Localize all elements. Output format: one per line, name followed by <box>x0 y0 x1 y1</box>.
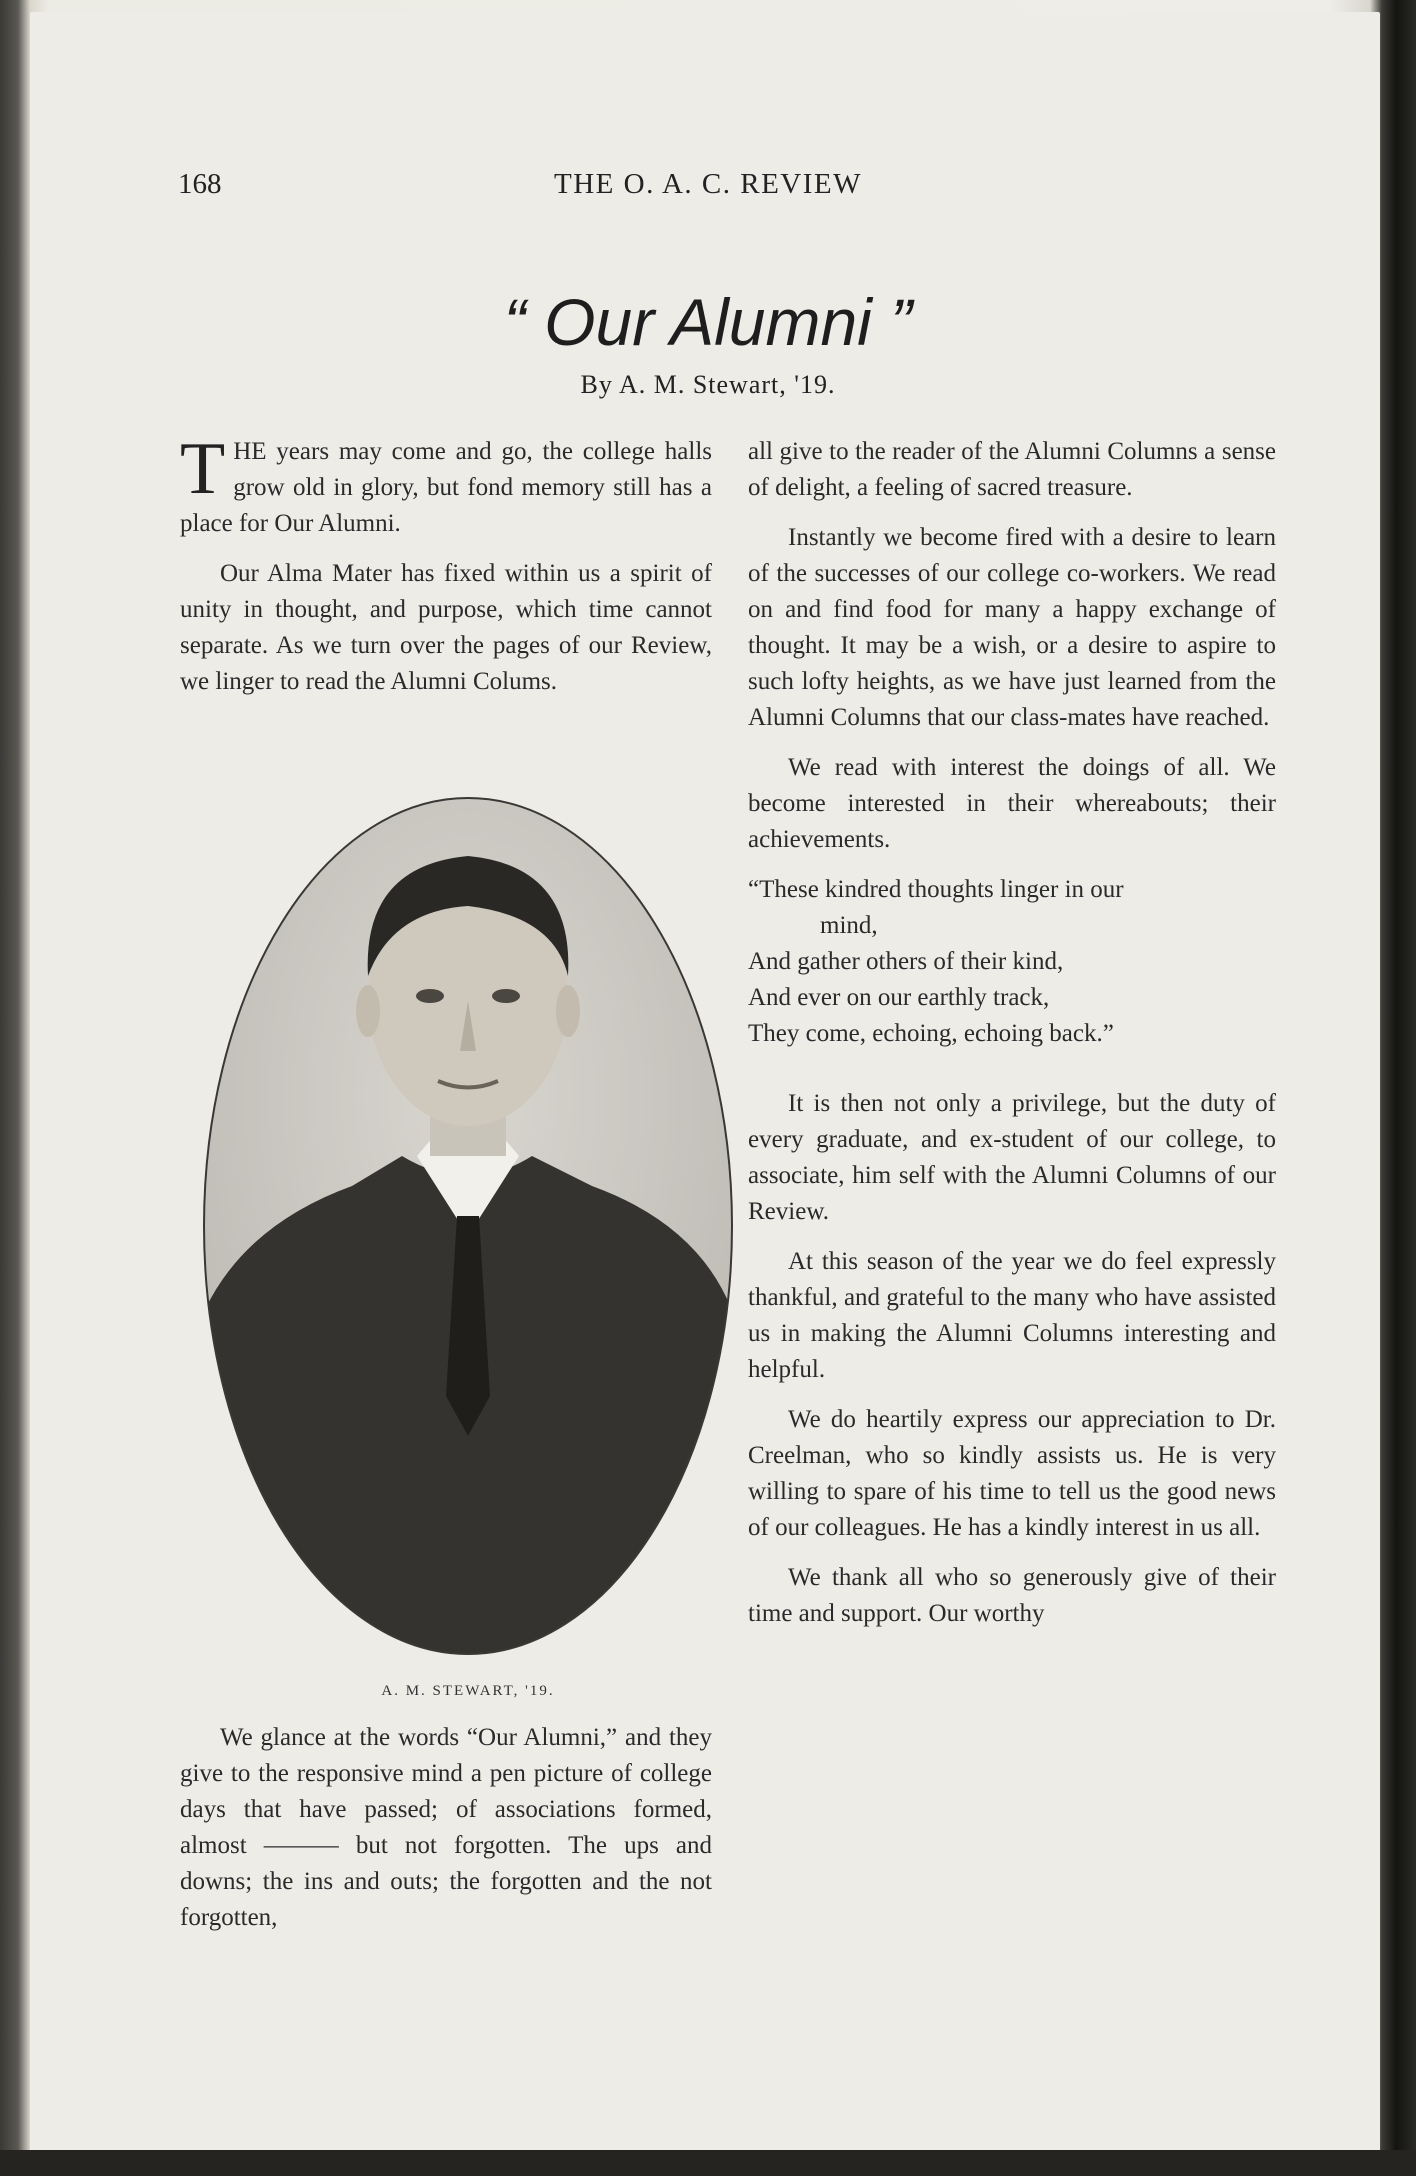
left-column-top <box>180 428 712 714</box>
drop-cap: T <box>180 428 226 510</box>
paragraph-intro-text: HE years may come and go, the college halls grow old in glory, but fond memory still has a place for Our Alumni. <box>180 438 712 537</box>
paragraph: Instantly we become fired with a desire to learn of the successes of our college co-workers. We read on and find food for many a happy exchange of thought. It may be a wish, or a desire to aspire to such lofty heights, as we have just learned from the Alumni Columns that our class-mates have reached. <box>748 524 1276 731</box>
paragraph: We read with interest the doings of all. We become interested in their whereabouts; their achievements. <box>748 754 1276 853</box>
paragraph-intro <box>180 428 712 542</box>
paragraph: We glance at the words “Our Alumni,” and they give to the responsive mind a pen picture of college days that have passed; of associations formed, almost ——— but not forgotten. The ups and downs; the ins and outs; the forgotten and the not forgotten, <box>180 1724 712 1931</box>
paragraph: At this season of the year we do feel expressly thankful, and grateful to the many who have assisted us in making the Alumni Columns interesting and helpful. <box>748 1248 1276 1383</box>
verse-line: And ever on our earthly track, <box>748 984 1050 1011</box>
paragraph: It is then not only a privilege, but the duty of every graduate, and ex-student of our college, to associate, him self with the Alumni Columns of our Review. <box>748 1090 1276 1225</box>
verse-line: “These kindred thoughts linger in our <box>748 876 1124 903</box>
verse-line: mind, <box>820 912 878 939</box>
right-column <box>748 434 1276 1646</box>
running-head: THE O. A. C. REVIEW <box>554 168 862 200</box>
left-column-bottom <box>180 1720 712 1950</box>
verse-quote <box>748 872 1276 1052</box>
paragraph: Our Alma Mater has fixed within us a spirit of unity in thought, and purpose, which time cannot separate. As we turn over the pages of our Review, we linger to read the Alumni Colums. <box>180 560 712 695</box>
scan-bottom-edge <box>0 2150 1416 2176</box>
paragraph: all give to the reader of the Alumni Columns a sense of delight, a feeling of sacred treasure. <box>748 438 1276 501</box>
verse-line: And gather others of their kind, <box>748 948 1064 975</box>
page-number: 168 <box>178 168 222 200</box>
byline: By A. M. Stewart, '19. <box>580 370 836 399</box>
article-title: “ Our Alumni ” <box>503 285 913 360</box>
portrait-photo <box>202 796 734 1656</box>
photo-caption: A. M. STEWART, '19. <box>381 1683 555 1699</box>
paragraph: We do heartily express our appreciation to Dr. Creelman, who so kindly assists us. He is very willing to spare of his time to tell us the good news of our colleagues. He has a kindly interest in us all. <box>748 1406 1276 1541</box>
verse-line: They come, echoing, echoing back.” <box>748 1020 1114 1047</box>
paragraph: We thank all who so generously give of their time and support. Our worthy <box>748 1564 1276 1627</box>
